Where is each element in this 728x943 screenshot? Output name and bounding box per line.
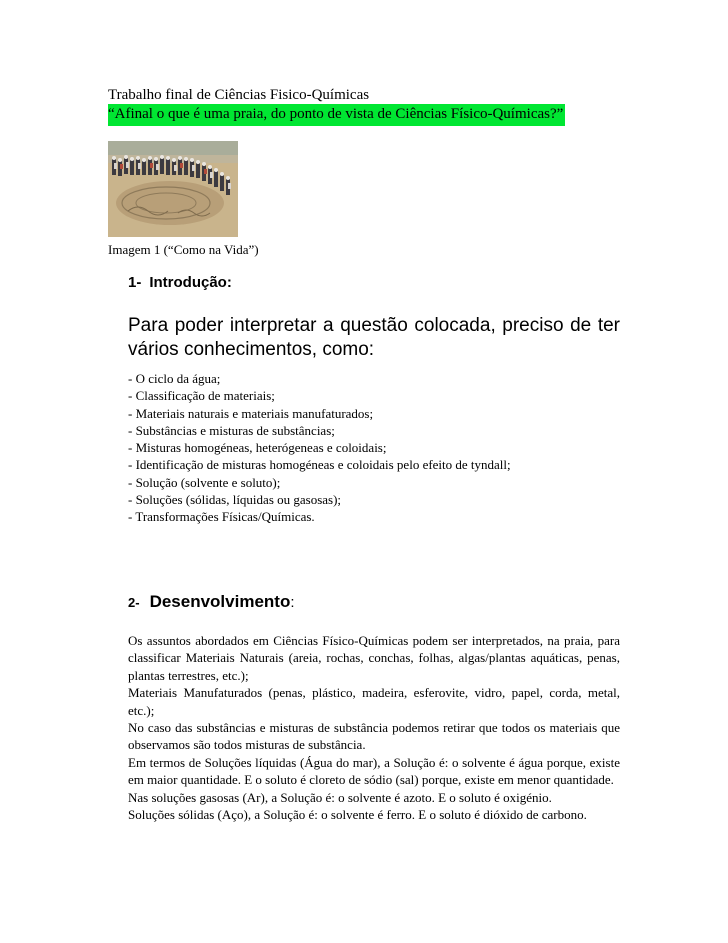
figure-caption: Imagem 1 (“Como na Vida”) bbox=[108, 242, 259, 257]
section-2-body bbox=[128, 632, 620, 823]
paragraph: Os assuntos abordados em Ciências Físico-Químicas podem ser interpretados, na praia, para classificar Materiais Naturais (areia, rochas, conchas, folhas, algas/plantas aquáticas, penas, plantas terrestres, etc.); bbox=[128, 633, 620, 683]
section-1-title: Introdução: bbox=[149, 274, 232, 291]
section-2-heading bbox=[128, 592, 295, 612]
section-2-number: 2- bbox=[128, 595, 140, 610]
section-1-heading bbox=[128, 274, 232, 291]
paragraph: Nas soluções gasosas (Ar), a Solução é: o solvente é azoto. E o soluto é oxigénio. bbox=[128, 789, 552, 805]
section-2-title: Desenvolvimento bbox=[149, 592, 291, 611]
list-item: - O ciclo da água; bbox=[128, 371, 221, 386]
document-title: Trabalho final de Ciências Fisico-Químicas bbox=[108, 87, 370, 103]
section-1-lead: Para poder interpretar a questão colocada, preciso de ter vários conhecimentos, como: bbox=[128, 315, 620, 360]
list-item: - Soluções (sólidas, líquidas ou gasosas); bbox=[128, 492, 342, 508]
document-subtitle: “Afinal o que é uma praia, do ponto de vista de Ciências Físico-Químicas?” bbox=[108, 104, 565, 126]
paragraph: Soluções sólidas (Aço), a Solução é: o solvente é ferro. E o soluto é dióxido de carbono. bbox=[128, 807, 587, 823]
beach-photo bbox=[108, 141, 238, 237]
section-2-colon: : bbox=[290, 594, 295, 611]
list-item: - Identificação de misturas homogéneas e coloidais pelo efeito de tyndall; bbox=[128, 457, 511, 473]
list-item: - Solução (solvente e soluto); bbox=[128, 474, 281, 490]
list-item: - Transformações Físicas/Químicas. bbox=[128, 509, 315, 525]
list-item: - Substâncias e misturas de substâncias; bbox=[128, 422, 335, 438]
paragraph: Materiais Manufaturados (penas, plástico, madeira, esferovite, vidro, papel, corda, metal, etc.); bbox=[128, 685, 620, 718]
beach-photo-image bbox=[108, 141, 238, 237]
paragraph: Em termos de Soluções líquidas (Água do mar), a Solução é: o solvente é água porque, existe em maior quantidade. E o soluto é cloreto de sódio (sal) porque, existe em menor quantidade. bbox=[128, 754, 620, 788]
list-item: - Classificação de materiais; bbox=[128, 388, 275, 404]
paragraph: No caso das substâncias e misturas de substância podemos retirar que todos os materiais que observamos são todos misturas de substância. bbox=[128, 720, 620, 753]
list-item: - Materiais naturais e materiais manufaturados; bbox=[128, 405, 374, 421]
list-item: - Misturas homogéneas, heterógeneas e coloidais; bbox=[128, 440, 387, 456]
topics-list bbox=[128, 370, 511, 526]
section-1-number: 1- bbox=[128, 274, 142, 291]
